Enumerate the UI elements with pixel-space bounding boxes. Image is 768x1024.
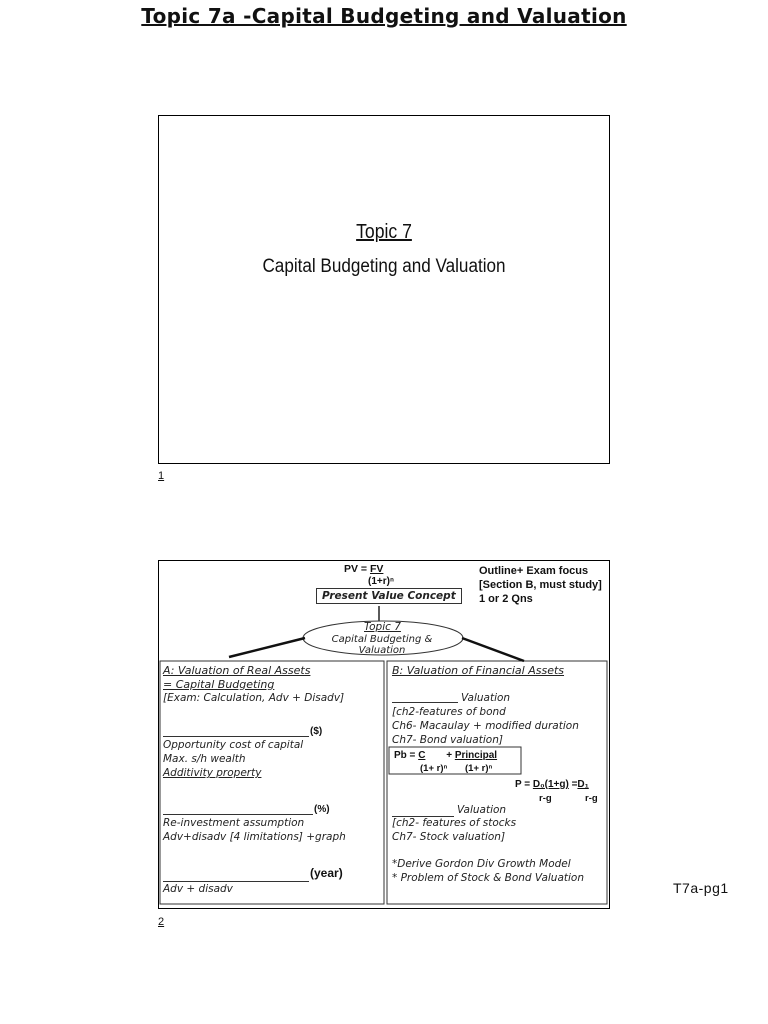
pb-formula: Pb = C + Principal bbox=[394, 750, 498, 761]
left-item: Adv + disadv bbox=[163, 883, 233, 895]
oval-topic: Topic 7 bbox=[364, 621, 401, 633]
slide-1-subheading: Capital Budgeting and Valuation bbox=[262, 256, 506, 277]
outline-line-1: Outline+ Exam focus bbox=[479, 565, 589, 577]
bond-item: Ch7- Bond valuation] bbox=[392, 734, 503, 746]
left-exam-note: [Exam: Calculation, Adv + Disadv] bbox=[163, 692, 345, 704]
stock-item: Ch7- Stock valuation] bbox=[392, 831, 506, 843]
year-label: (year) bbox=[310, 866, 343, 880]
slide-1 bbox=[158, 115, 610, 464]
left-item: Adv+disadv [4 limitations] +graph bbox=[163, 831, 346, 843]
left-heading: A: Valuation of Real Assets bbox=[163, 664, 311, 677]
oval-subtitle: Capital Budgeting & Valuation bbox=[331, 634, 433, 656]
pb-denominator-1: (1+ r)ⁿ bbox=[420, 763, 448, 774]
gordon-denominator-1: r-g bbox=[539, 793, 552, 804]
pb-denominator-2: (1+ r)ⁿ bbox=[465, 763, 493, 774]
slide-2-diagram-lines bbox=[159, 561, 609, 908]
left-item: Max. s/h wealth bbox=[163, 753, 246, 765]
page-label: T7a-pg1 bbox=[673, 880, 729, 896]
bond-item: Ch6- Macaulay + modified duration bbox=[392, 720, 579, 732]
slide-2 bbox=[158, 560, 610, 909]
gordon-denominator-2: r-g bbox=[585, 793, 598, 804]
present-value-box: Present Value Concept bbox=[316, 588, 462, 604]
stock-valuation-label: Valuation bbox=[457, 804, 507, 816]
note-item: *Derive Gordon Div Growth Model bbox=[392, 858, 571, 870]
left-item: Opportunity cost of capital bbox=[163, 739, 304, 751]
bond-valuation-label: Valuation bbox=[461, 692, 511, 704]
percent-label: (%) bbox=[314, 804, 330, 815]
outline-line-3: 1 or 2 Qns bbox=[479, 593, 533, 605]
left-item: Additivity property bbox=[163, 767, 262, 779]
right-heading: B: Valuation of Financial Assets bbox=[392, 664, 565, 677]
blank-line-bond bbox=[392, 702, 458, 703]
blank-line-year bbox=[163, 881, 309, 882]
slide-2-number: 2 bbox=[158, 916, 165, 928]
pv-denominator: (1+r)ⁿ bbox=[368, 576, 394, 587]
left-item: Re-investment assumption bbox=[163, 817, 305, 829]
slide-1-heading: Topic 7 bbox=[356, 221, 412, 243]
left-subheading: = Capital Budgeting bbox=[163, 678, 275, 691]
page-title: Topic 7a -Capital Budgeting and Valuation bbox=[141, 4, 627, 28]
outline-line-2: [Section B, must study] bbox=[479, 579, 602, 591]
bond-item: [ch2-features of bond bbox=[392, 706, 506, 718]
blank-line-dollar bbox=[163, 736, 309, 737]
stock-item: [ch2- features of stocks bbox=[392, 817, 517, 829]
slide-1-number: 1 bbox=[158, 470, 165, 482]
blank-line-percent bbox=[163, 814, 313, 815]
dollar-label: ($) bbox=[310, 726, 323, 737]
pv-formula: PV = FV bbox=[344, 563, 384, 575]
gordon-formula: P = D₀(1+g) =D₁ bbox=[515, 779, 589, 790]
note-item: * Problem of Stock & Bond Valuation bbox=[392, 872, 584, 884]
